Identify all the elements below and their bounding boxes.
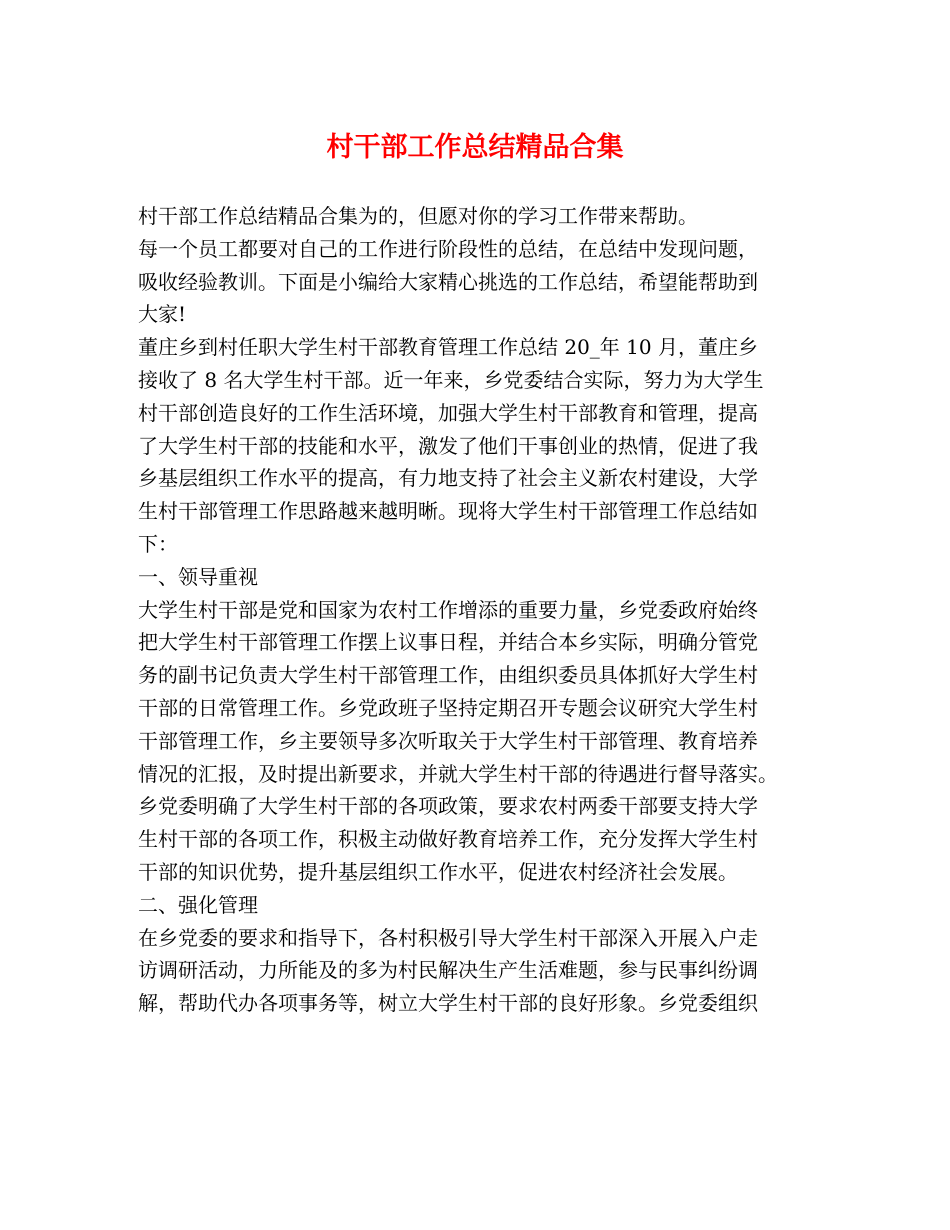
body-line: 村干部工作总结精品合集为的，但愿对你的学习工作带来帮助。 (138, 204, 698, 228)
body-line: 村干部创造良好的工作生活环境，加强大学生村干部教育和管理，提高 (138, 400, 758, 425)
body-line: 生村干部的各项工作，积极主动做好教育培养工作，充分发挥大学生村 (138, 827, 758, 852)
body-line: 干部的知识优势，提升基层组织工作水平，促进农村经济社会发展。 (138, 859, 738, 884)
document-body (138, 200, 828, 1020)
body-line: 把大学生村干部管理工作摆上议事日程，并结合本乡实际，明确分管党 (138, 630, 758, 655)
body-line: 董庄乡到村任职大学生村干部教育管理工作总结 20_年 10 月，董庄乡 (138, 335, 758, 360)
body-line: 乡基层组织工作水平的提高，有力地支持了社会主义新农村建设，大学 (138, 466, 758, 491)
body-line: 了大学生村干部的技能和水平，激发了他们干事创业的热情，促进了我 (138, 433, 758, 458)
body-line: 访调研活动，力所能及的多为村民解决生产生活难题，参与民事纠纷调 (138, 958, 758, 983)
body-line: 大家! (138, 302, 187, 327)
body-line: 干部的日常管理工作。乡党政班子坚持定期召开专题会议研究大学生村 (138, 695, 758, 720)
document-title: 村干部工作总结精品合集 (326, 132, 624, 163)
body-line: 乡党委明确了大学生村干部的各项政策，要求农村两委干部要支持大学 (138, 794, 758, 819)
body-line: 大学生村干部是党和国家为农村工作增添的重要力量，乡党委政府始终 (138, 597, 758, 622)
body-line: 情况的汇报，及时提出新要求，并就大学生村干部的待遇进行督导落实。 (138, 761, 778, 786)
body-line: 务的副书记负责大学生村干部管理工作，由组织委员具体抓好大学生村 (138, 663, 758, 688)
section-heading: 二、强化管理 (138, 892, 258, 917)
body-line: 干部管理工作，乡主要领导多次听取关于大学生村干部管理、教育培养 (138, 728, 758, 753)
section-heading: 一、领导重视 (138, 564, 258, 589)
body-line: 每一个员工都要对自己的工作进行阶段性的总结，在总结中发现问题， (138, 236, 758, 261)
body-line: 生村干部管理工作思路越来越明晰。现将大学生村干部管理工作总结如 (138, 499, 758, 524)
body-line: 吸收经验教训。下面是小编给大家精心挑选的工作总结，希望能帮助到 (138, 269, 758, 294)
body-line: 在乡党委的要求和指导下，各村积极引导大学生村干部深入开展入户走 (138, 925, 758, 950)
body-line: 接收了 8 名大学生村干部。近一年来，乡党委结合实际，努力为大学生 (138, 367, 764, 392)
body-line: 解，帮助代办各项事务等，树立大学生村干部的良好形象。乡党委组织 (138, 991, 758, 1016)
body-line: 下： (138, 531, 178, 556)
